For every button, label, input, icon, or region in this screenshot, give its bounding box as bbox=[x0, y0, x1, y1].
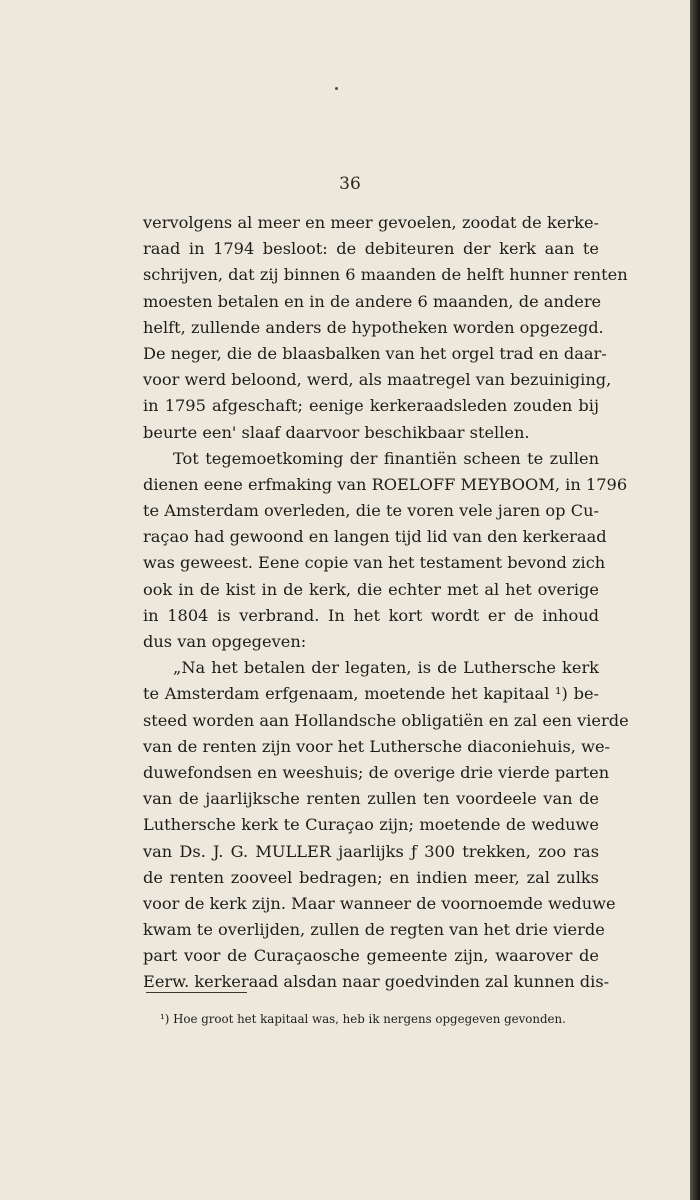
text-line: van de renten zijn voor het Luthersche diaconiehuis, we- bbox=[143, 736, 610, 756]
text-line: helft, zullende anders de hypotheken worden opgezegd. bbox=[143, 317, 604, 337]
text-line: voor werd beloond, werd, als maatregel van bezuiniging, bbox=[143, 370, 612, 390]
body-text bbox=[143, 210, 629, 996]
text-line: De neger, die de blaasbalken van het orgel trad en daar- bbox=[143, 343, 607, 363]
text-line: voor de kerk zijn. Maar wanneer de voornoemde weduwe bbox=[143, 893, 616, 913]
text-line: moesten betalen en in de andere 6 maanden, de andere bbox=[143, 291, 602, 311]
text-line: de renten zooveel bedragen; en indien meer, zal zulks bbox=[143, 867, 599, 887]
text-line: beurte een' slaaf daarvoor beschikbaar stellen. bbox=[143, 422, 530, 442]
page-edge-shadow bbox=[690, 0, 700, 1200]
text-line: te Amsterdam overleden, die te voren vele jaren op Cu- bbox=[143, 501, 599, 521]
page-number: 36 bbox=[339, 174, 361, 194]
text-line: duwefondsen en weeshuis; de overige drie vierde parten bbox=[143, 762, 610, 782]
text-line: Luthersche kerk te Curaçao zijn; moetende de weduwe bbox=[143, 815, 599, 835]
text-line: dus van opgegeven: bbox=[143, 632, 307, 651]
text-line: in 1804 is verbrand. In het kort wordt er de inhoud bbox=[143, 605, 599, 625]
paper-speck bbox=[335, 87, 338, 90]
text-line: dienen eene erfmaking van ROELOFF MEYBOOM, in 1796 bbox=[143, 474, 628, 494]
text-line: raçao had gewoond en langen tijd lid van den kerkeraad bbox=[143, 527, 607, 547]
text-line: Eerw. kerkeraad alsdan naar goedvinden zal kunnen dis- bbox=[143, 972, 610, 992]
text-line: te Amsterdam erfgenaam, moetende het kapitaal ¹) be- bbox=[143, 684, 599, 704]
text-line: steed worden aan Hollandsche obligatiën en zal een vierde bbox=[143, 710, 629, 730]
text-line: ook in de kist in de kerk, die echter met al het overige bbox=[143, 579, 599, 599]
paragraph-start-line: Tot tegemoetkoming der finantiën scheen te zullen bbox=[173, 448, 599, 468]
footnote: ¹) Hoe groot het kapitaal was, heb ik nergens opgegeven gevonden. bbox=[160, 1012, 566, 1026]
paragraph-start-line: „Na het betalen der legaten, is de Luthersche kerk bbox=[173, 658, 599, 678]
text-line: van de jaarlijksche renten zullen ten voordeele van de bbox=[143, 789, 599, 809]
text-line: in 1795 afgeschaft; eenige kerkeraadsleden zouden bij bbox=[143, 396, 599, 416]
text-line: raad in 1794 besloot: de debiteuren der kerk aan te bbox=[143, 239, 599, 259]
text-line: vervolgens al meer en meer gevoelen, zoodat de kerke- bbox=[143, 213, 599, 232]
text-line: was geweest. Eene copie van het testament bevond zich bbox=[143, 553, 606, 573]
footnote-rule bbox=[146, 992, 247, 993]
text-line: schrijven, dat zij binnen 6 maanden de helft hunner renten bbox=[143, 265, 628, 285]
text-line: van Ds. J. G. MULLER jaarlijks ƒ 300 trekken, zoo ras bbox=[143, 841, 599, 861]
text-line: part voor de Curaçaosche gemeente zijn, waarover de bbox=[143, 946, 599, 966]
text-line: kwam te overlijden, zullen de regten van het drie vierde bbox=[143, 920, 605, 940]
